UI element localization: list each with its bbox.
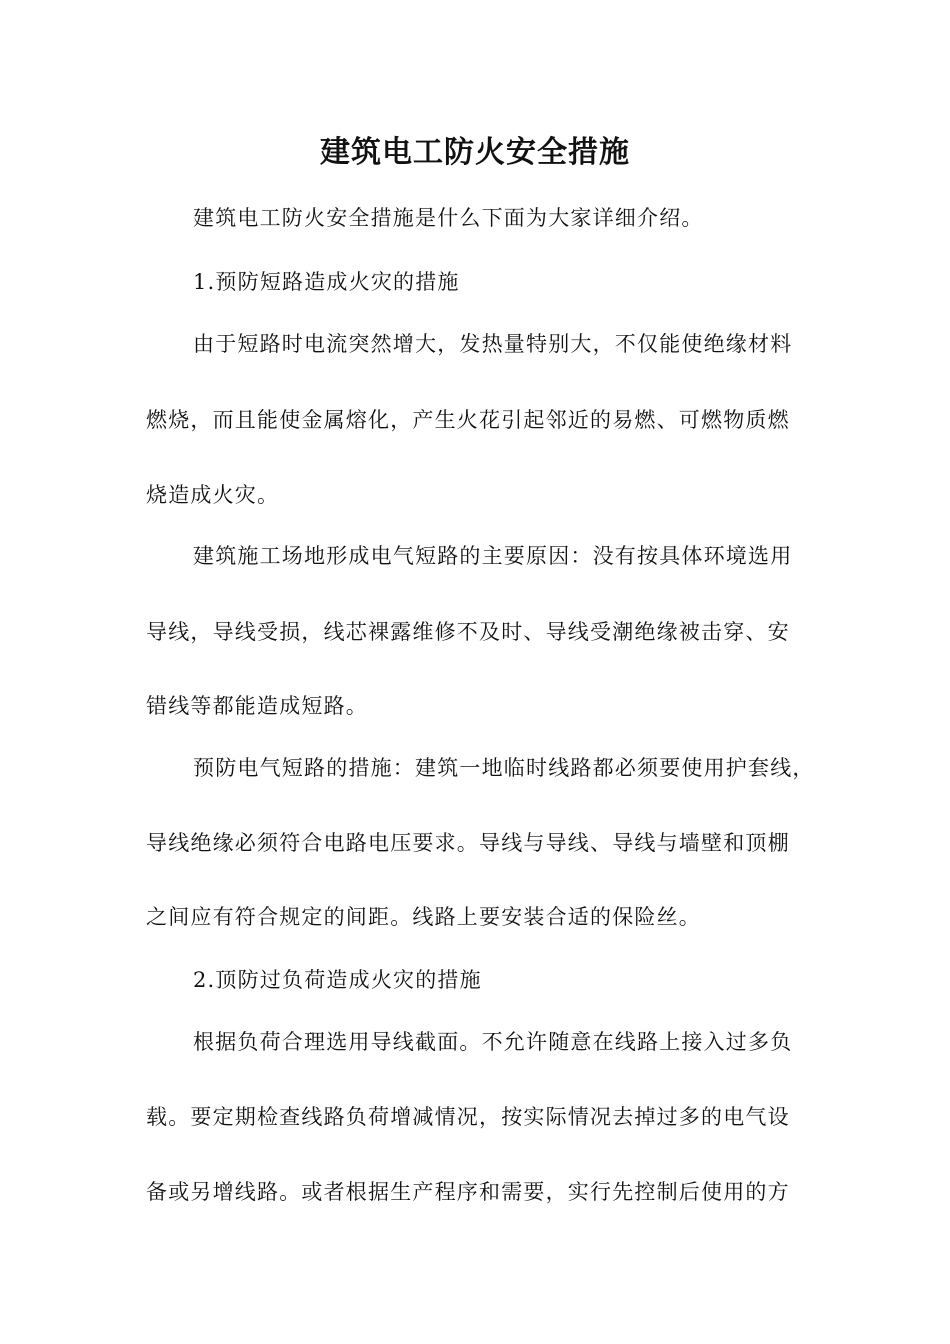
paragraph-line: 燃烧，而且能使金属熔化，产生火花引起邻近的易燃、可燃物质燃 <box>146 408 790 432</box>
paragraph-line: 由于短路时电流突然增大，发热量特别大，不仅能使绝缘材料 <box>193 332 793 356</box>
section-heading-2: 2.顶防过负荷造成火灾的措施 <box>193 968 482 992</box>
paragraph-line: 导线，导线受损，线芯裸露维修不及时、导线受潮绝缘被击穿、安 <box>146 620 790 644</box>
paragraph-line: 之间应有符合规定的间距。线路上要安装合适的保险丝。 <box>146 905 701 929</box>
paragraph-line: 预防电气短路的措施：建筑一地临时线路都必须要使用护套线， <box>193 756 815 780</box>
paragraph-line: 根据负荷合理选用导线截面。不允许随意在线路上接入过多负 <box>193 1030 793 1054</box>
paragraph-line: 错线等都能造成短路。 <box>146 694 368 718</box>
section-heading-1: 1.预防短路造成火灾的措施 <box>193 270 460 294</box>
paragraph-line: 建筑施工场地形成电气短路的主要原因：没有按具体环境选用 <box>193 544 793 568</box>
paragraph-line: 烧造成火灾。 <box>146 483 280 507</box>
intro-paragraph: 建筑电工防火安全措施是什么下面为大家详细介绍。 <box>193 206 704 230</box>
paragraph-line: 载。要定期检查线路负荷增减情况，按实际情况去掉过多的电气设 <box>146 1105 790 1129</box>
paragraph-line: 备或另增线路。或者根据生产程序和需要，实行先控制后使用的方 <box>146 1180 790 1204</box>
paragraph-line: 导线绝缘必须符合电路电压要求。导线与导线、导线与墙壁和顶棚 <box>146 831 790 855</box>
document-title: 建筑电工防火安全措施 <box>320 135 630 170</box>
